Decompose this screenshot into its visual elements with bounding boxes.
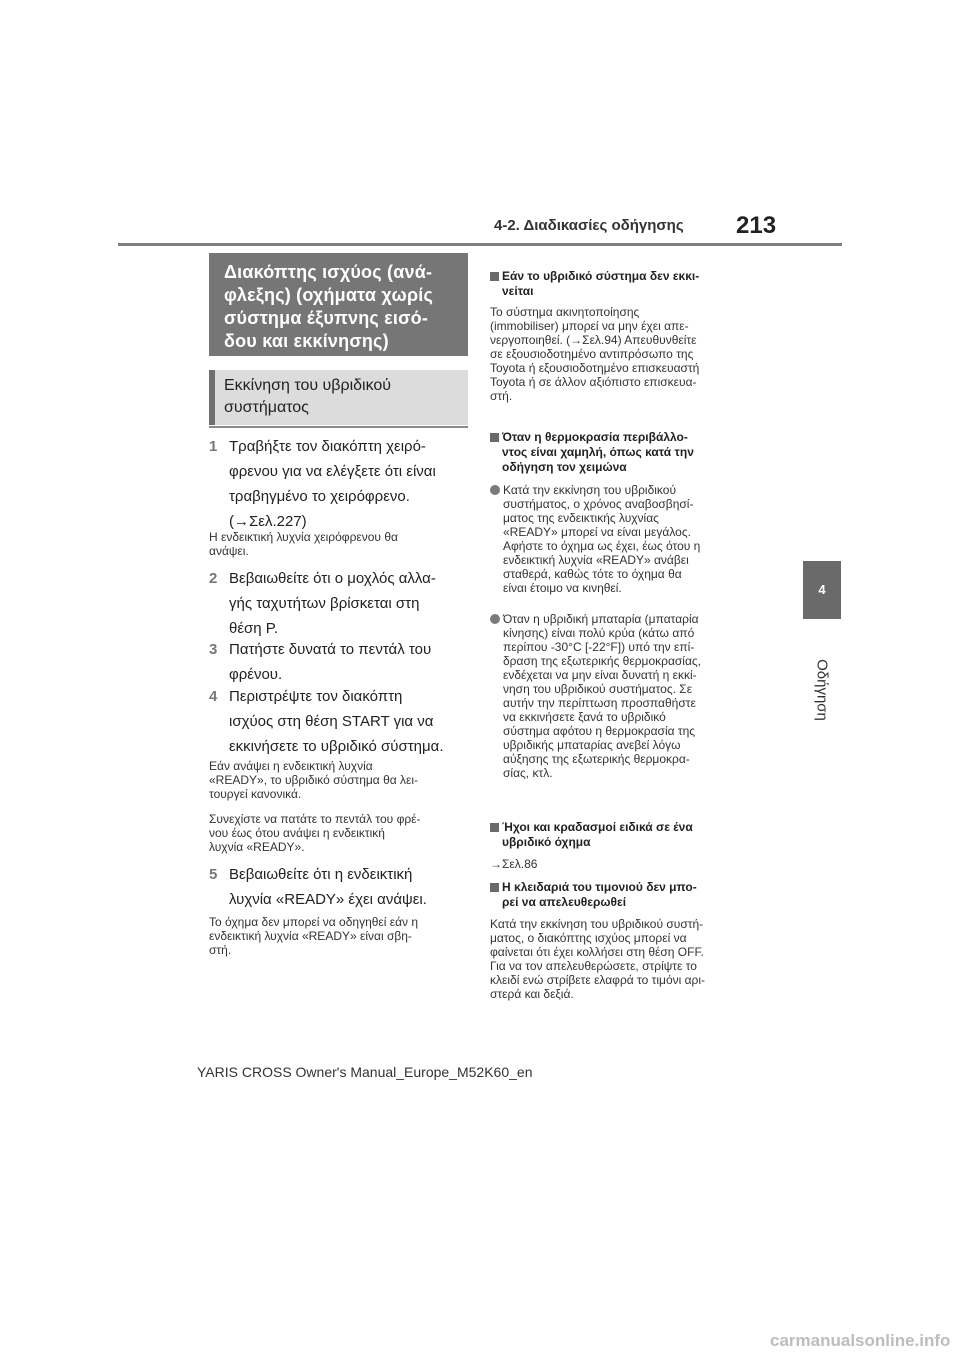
step-line: θέση P. bbox=[229, 620, 279, 637]
text-line: ενδεικτική λυχνία «READY» ανάβει bbox=[503, 553, 689, 567]
heading-line: φλεξης) (οχήματα χωρίς bbox=[224, 285, 434, 305]
heading-line: Η κλειδαριά του τιμονιού δεν μπο- bbox=[502, 880, 697, 894]
text-line: υβριδικής μπαταρίας ανεβεί λόγω bbox=[503, 738, 681, 752]
section-heading-box bbox=[209, 253, 468, 356]
note-line: Εάν ανάψει η ενδεικτική λυχνία bbox=[209, 759, 373, 773]
heading-line: ντος είναι χαμηλή, όπως κατά την bbox=[502, 445, 694, 459]
step-line: ισχύος στη θέση START για να bbox=[229, 713, 434, 730]
heading-line: σύστημα έξυπνης εισό- bbox=[224, 308, 429, 328]
note-line: στή. bbox=[209, 943, 232, 957]
page-number: 213 bbox=[736, 212, 777, 239]
text-line: Κατά την εκκίνηση του υβριδικού συστή- bbox=[490, 917, 704, 931]
subheading-line: Εκκίνηση του υβριδικού bbox=[224, 377, 392, 394]
info-text-steering-lock bbox=[490, 917, 762, 1001]
heading-line: Όταν η θερμοκρασία περιβάλλο- bbox=[502, 430, 688, 444]
note-line: τουργεί κανονικά. bbox=[209, 787, 302, 801]
heading-line: δου και εκκίνησης) bbox=[224, 331, 389, 351]
note-step-1 bbox=[209, 530, 471, 558]
header-divider bbox=[118, 243, 842, 246]
text-line: είναι έτοιμο να κινηθεί. bbox=[503, 581, 622, 595]
step-number: 3 bbox=[209, 641, 218, 658]
round-bullet-icon bbox=[490, 485, 500, 495]
step-line: (→Σελ.227) bbox=[229, 513, 307, 530]
step-text bbox=[229, 434, 471, 534]
text-line: συστήματος, ο χρόνος αναβοσβησί- bbox=[503, 497, 694, 511]
text-line: Toyota ή σε άλλον αξιόπιστο επισκευα- bbox=[490, 375, 697, 389]
text-line: σταθερά, καθώς τότε το όχημα θα bbox=[503, 567, 682, 581]
text-line: Αφήστε το όχημα ως έχει, έως ότου η bbox=[503, 539, 701, 553]
step-text bbox=[229, 684, 471, 759]
note-step-5 bbox=[209, 915, 471, 957]
text-line: «READY» μπορεί να είναι μεγάλος. bbox=[503, 525, 691, 539]
note-line: ανάψει. bbox=[209, 544, 249, 558]
note-line: ενδεικτική λυχνία «READY» είναι σβη- bbox=[209, 929, 412, 943]
round-bullet-icon bbox=[490, 614, 500, 624]
note-line: Το όχημα δεν μπορεί να οδηγηθεί εάν η bbox=[209, 915, 419, 929]
note-line: νου έως ότου ανάψει η ενδεικτική bbox=[209, 826, 385, 840]
text-line: νηση του υβριδικού συστήματος. Σε bbox=[503, 682, 693, 696]
square-bullet-icon bbox=[490, 883, 499, 892]
text-line: Το σύστημα ακινητοποίησης bbox=[490, 305, 640, 319]
heading-line: οδήγηση τον χειμώνα bbox=[502, 460, 627, 474]
text-line: σίας, κτλ. bbox=[503, 766, 553, 780]
step-number: 1 bbox=[209, 438, 218, 455]
text-line: κλειδί ενώ στρίβετε ελαφρά το τιμόνι αρι- bbox=[490, 973, 706, 987]
text-line: να εκκινήσετε ξανά το υβριδικό bbox=[503, 710, 666, 724]
subsection-heading-box bbox=[209, 370, 468, 425]
text-line: αυτήν την περίπτωση προσπαθήστε bbox=[503, 696, 696, 710]
manual-footer: YARIS CROSS Owner's Manual_Europe_M52K60_en bbox=[197, 1064, 533, 1080]
text-line: στερά και δεξιά. bbox=[490, 987, 574, 1001]
step-number: 5 bbox=[209, 866, 218, 883]
heading-line: υβριδικό όχημα bbox=[502, 835, 591, 849]
text-line: νεργοποιηθεί. (→Σελ.94) Απευθυνθείτε bbox=[490, 333, 697, 347]
text-line: Για να τον απελευθερώσετε, στρίψτε το bbox=[490, 959, 697, 973]
square-bullet-icon bbox=[490, 823, 499, 832]
info-text-immobiliser bbox=[490, 305, 762, 403]
note-line: λυχνία «READY». bbox=[209, 840, 305, 854]
square-bullet-icon bbox=[490, 272, 499, 281]
step-line: γής ταχυτήτων βρίσκεται στη bbox=[229, 595, 420, 612]
step-line: φρενου για να ελέγξετε ότι είναι bbox=[229, 463, 436, 480]
text-line: στή. bbox=[490, 389, 513, 403]
heading-line: Διακόπτης ισχύος (ανά- bbox=[224, 262, 433, 282]
square-bullet-icon bbox=[490, 433, 499, 442]
text-line: δραση της εξωτερικής θερμοκρασίας, bbox=[503, 654, 702, 668]
text-line: αύξησης της εξωτερικής θερμοκρα- bbox=[503, 752, 690, 766]
step-text bbox=[229, 566, 471, 641]
text-line: Όταν η υβριδική μπαταρία (μπαταρία bbox=[503, 612, 699, 626]
step-text bbox=[229, 862, 471, 912]
note-step-4a bbox=[209, 759, 471, 801]
step-number: 4 bbox=[209, 688, 218, 705]
section-title: 4-2. Διαδικασίες οδήγησης bbox=[494, 217, 684, 234]
heading-line: ρεί να απελευθερωθεί bbox=[502, 895, 627, 909]
step-line: Περιστρέψτε τον διακόπτη bbox=[229, 688, 403, 705]
step-text bbox=[229, 637, 471, 687]
text-line: ματος, ο διακόπτης ισχύος μπορεί να bbox=[490, 931, 687, 945]
text-line: σε εξουσιοδοτημένο αντιπρόσωπο της bbox=[490, 347, 694, 361]
note-step-4b bbox=[209, 812, 471, 854]
subheading-divider bbox=[209, 426, 468, 428]
text-line: Toyota ή εξουσιοδοτημένο επισκευαστή bbox=[490, 361, 700, 375]
text-line: περίπου -30°C [-22°F]) υπό την επί- bbox=[503, 640, 695, 654]
step-line: Βεβαιωθείτε ότι ο μοχλός αλλα- bbox=[229, 570, 436, 587]
step-line: τραβηγμένο το χειρόφρενο. bbox=[229, 488, 410, 505]
chapter-title: Οδήγηση bbox=[813, 659, 831, 721]
step-number: 2 bbox=[209, 570, 218, 587]
subheading-line: συστήματος bbox=[224, 399, 309, 416]
text-line: φαίνεται ότι έχει κολλήσει στη θέση OFF. bbox=[490, 945, 704, 959]
note-line: «READY», το υβριδικό σύστημα θα λει- bbox=[209, 773, 419, 787]
text-line: σύστημα αφότου η θερμοκρασία της bbox=[503, 724, 696, 738]
step-line: εκκινήσετε το υβριδικό σύστημα. bbox=[229, 738, 444, 755]
heading-line: νείται bbox=[502, 284, 534, 298]
chapter-number: 4 bbox=[818, 582, 826, 597]
step-line: Τραβήξτε τον διακόπτη χειρό- bbox=[229, 438, 426, 455]
info-text-page-ref bbox=[490, 857, 762, 871]
chapter-label bbox=[805, 660, 839, 720]
text-line: ενδέχεται να μην είναι δυνατή η εκκί- bbox=[503, 668, 697, 682]
text-line: →Σελ.86 bbox=[490, 857, 538, 871]
heading-line: Ήχοι και κραδασμοί ειδικά σε ένα bbox=[502, 820, 693, 834]
heading-line: Εάν το υβριδικό σύστημα δεν εκκι- bbox=[502, 269, 700, 283]
step-line: Πατήστε δυνατά το πεντάλ του bbox=[229, 641, 432, 658]
watermark: carmanualsonline.info bbox=[770, 1331, 951, 1350]
text-line: (immobiliser) μπορεί να μην έχει απε- bbox=[490, 319, 689, 333]
text-line: Κατά την εκκίνηση του υβριδικού bbox=[503, 483, 677, 497]
step-line: φρένου. bbox=[229, 666, 283, 683]
text-line: κίνησης) είναι πολύ κρύα (κάτω από bbox=[503, 626, 695, 640]
chapter-tab bbox=[803, 561, 841, 619]
note-line: Η ενδεικτική λυχνία χειρόφρενου θα bbox=[209, 530, 398, 544]
text-line: ματος της ενδεικτικής λυχνίας bbox=[503, 511, 659, 525]
step-line: Βεβαιωθείτε ότι η ενδεικτική bbox=[229, 866, 413, 883]
note-line: Συνεχίστε να πατάτε το πεντάλ του φρέ- bbox=[209, 812, 421, 826]
step-line: λυχνία «READY» έχει ανάψει. bbox=[229, 891, 427, 908]
